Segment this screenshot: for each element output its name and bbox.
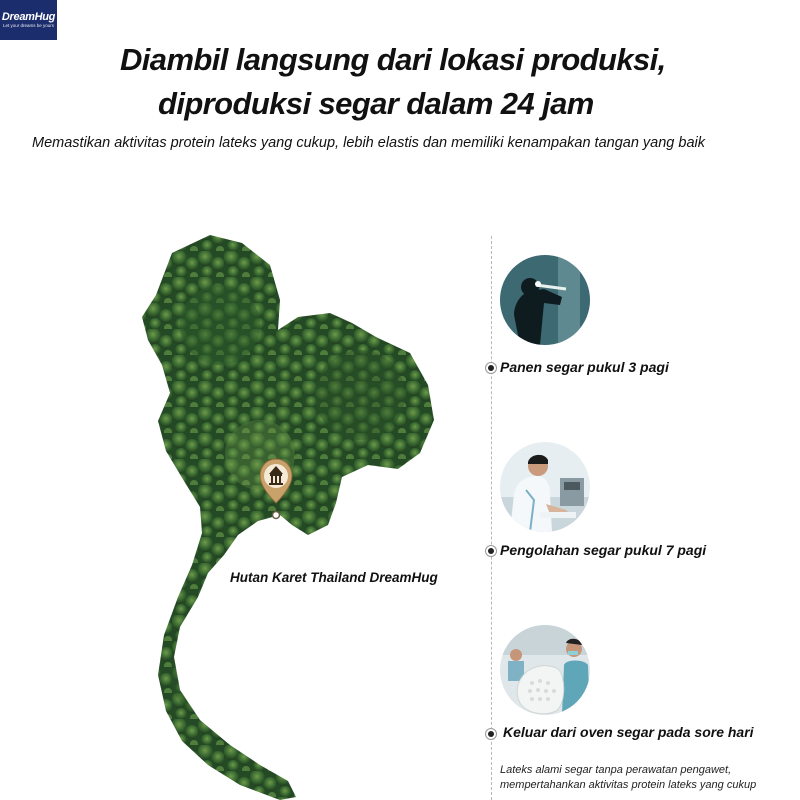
brand-logo — [0, 0, 57, 40]
map-location-label: Hutan Karet Thailand DreamHug — [230, 570, 438, 585]
page-subtitle: Memastikan aktivitas protein lateks yang cukup, lebih elastis dan memiliki kenampakan tangan yang baik — [32, 135, 705, 151]
timeline-bullet — [488, 731, 494, 737]
brand-tagline: Let your dreams be yours — [2, 23, 55, 28]
latex-pillow-inspection-photo — [500, 625, 590, 715]
title-line-2: diproduksi segar dalam 24 jam — [158, 86, 594, 121]
timeline-bullet — [488, 548, 494, 554]
page-title — [120, 38, 720, 126]
title-line-1: Diambil langsung dari lokasi produksi, — [120, 42, 666, 77]
timeline-bullet — [488, 365, 494, 371]
brand-name: DreamHug — [1, 11, 56, 23]
footnote-line-1: Lateks alami segar tanpa perawatan pengawet, — [500, 764, 732, 776]
step-label-processing: Pengolahan segar pukul 7 pagi — [500, 542, 707, 558]
timeline-divider — [491, 236, 492, 800]
footnote-line-2: mempertahankan aktivitas protein lateks yang cukup — [500, 779, 757, 791]
location-pin-icon — [258, 457, 294, 521]
step-label-oven: Keluar dari oven segar pada sore hari — [503, 724, 754, 740]
factory-worker-photo — [500, 442, 590, 532]
step-label-harvest: Panen segar pukul 3 pagi — [500, 359, 669, 375]
footnote — [500, 763, 800, 793]
rubber-tapping-photo — [500, 255, 590, 345]
